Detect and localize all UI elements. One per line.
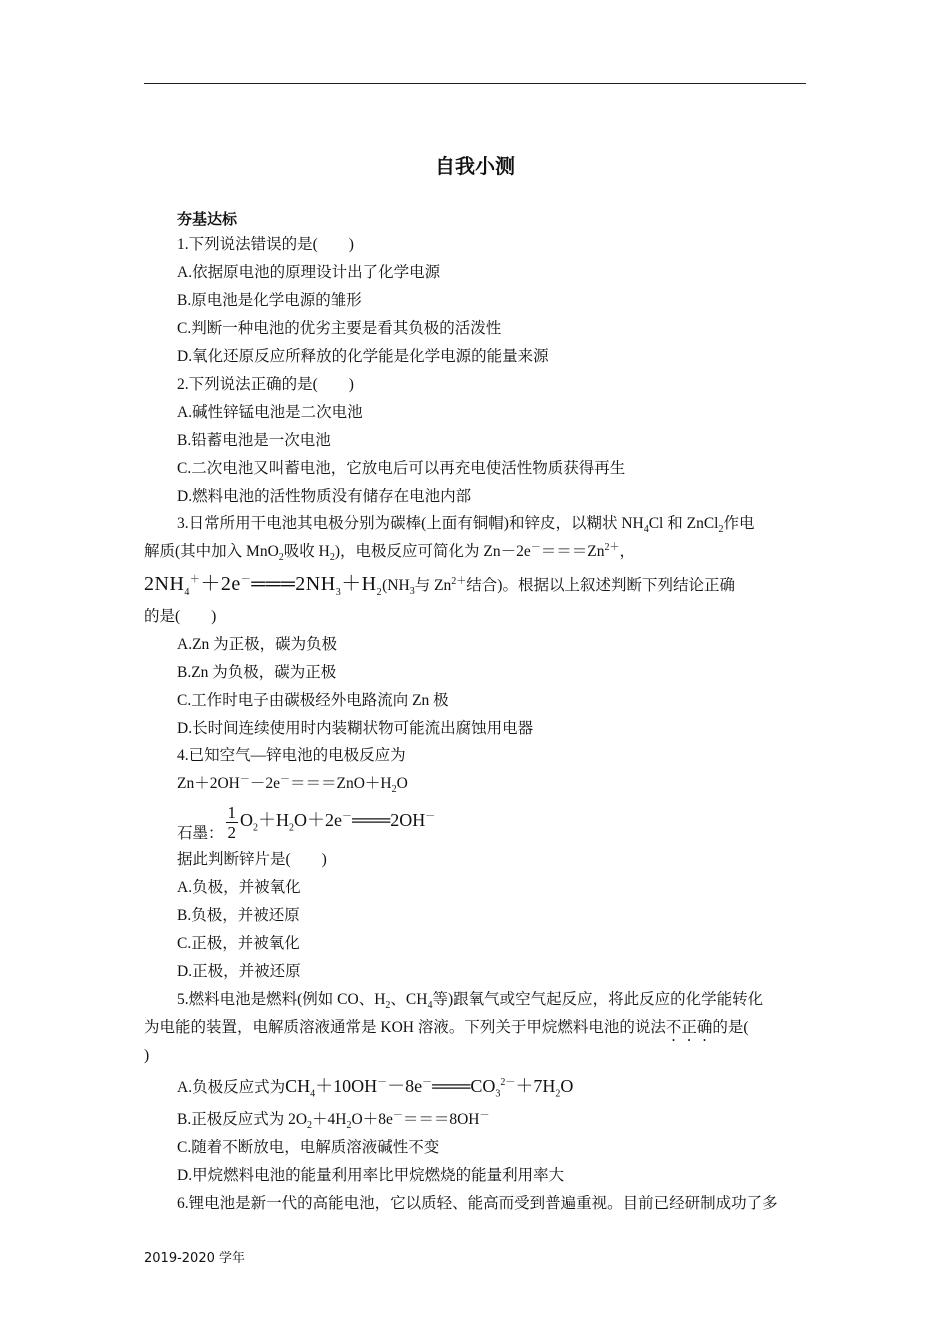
q5-line-1: 5.燃料电池是燃料(例如 CO、$H_2$、$CH_4$等)跟氧气或空气起反应，将此反应的化学能转化 (177, 991, 764, 1012)
q2-option-d: D.燃料电池的活性物质没有储存在电池内部 (177, 488, 472, 505)
q4-option-c: C.正极，并被氧化 (177, 935, 300, 952)
q4-option-d: D.正极，并被还原 (177, 963, 301, 980)
q5-line-2: 为电能的装置，电解质溶液通常是 KOH 溶液。下列关于甲烷燃料电池的说法不正确的是( (144, 1019, 749, 1036)
q4-stem: 4.已知空气—锌电池的电极反应为 (177, 747, 406, 764)
q1-option-d: D.氧化还原反应所释放的化学能是化学电源的能量来源 (177, 348, 549, 365)
q4-ask: 据此判断锌片是( ) (177, 851, 327, 868)
q3-option-b: B.Zn 为负极，碳为正极 (177, 664, 337, 681)
q3-line-3: $2NH_4^++2e^-═══2NH_3+H_2(NH_3$与 $Zn^{2+}$结合)。根据以上叙述判断下列结论正确 (144, 573, 735, 598)
q4-equation-1: $Zn+2OH^--2e^-===ZnO+H_2O$ (177, 773, 408, 796)
header-rule (144, 83, 806, 84)
section-heading: 夯基达标 (177, 210, 238, 228)
q2-stem: 2.下列说法正确的是( ) (177, 376, 354, 393)
q3-option-d: D.长时间连续使用时内装糊状物可能流出腐蚀用电器 (177, 720, 534, 737)
q4-equation-2: 石墨： $\frac{1}{2}$ $O_2+H_2O+2e^-═══2OH^-$ (177, 802, 436, 842)
q1-stem: 1.下列说法错误的是( ) (177, 236, 354, 253)
fraction-one-half: $\frac{1}{2}$ (227, 802, 237, 842)
q5-option-d: D.甲烷燃料电池的能量利用率比甲烷燃烧的能量利用率大 (177, 1167, 565, 1184)
q6-line-1: 6.锂电池是新一代的高能电池，它以质轻、能高而受到普遍重视。目前已经研制成功了多 (177, 1195, 778, 1212)
q2-option-c: C.二次电池又叫蓄电池，它放电后可以再充电使活性物质获得再生 (177, 460, 626, 477)
q3-line-4: 的是( ) (144, 608, 217, 625)
q5-option-a: A.负极反应式为$CH_4+10OH^--8e^-═══CO_3^{2-}+7H_2O$ (177, 1076, 574, 1100)
emphasis-not-correct: 不正确 (665, 1019, 713, 1036)
q1-option-b: B.原电池是化学电源的雏形 (177, 292, 362, 309)
q5-line-3: ) (144, 1047, 150, 1064)
page-title: 自我小测 (435, 154, 515, 178)
q5-option-c: C.随着不断放电，电解质溶液碱性不变 (177, 1139, 440, 1156)
q3-line-1: 3.日常所用干电池其电极分别为碳棒(上面有铜帽)和锌皮，以糊状 $NH_4Cl$ 和 ZnCl$_2$作电 (177, 515, 755, 536)
q3-equation: $2NH_4^++2e^-═══2NH_3+H_2$ (144, 573, 383, 598)
q2-option-b: B.铅蓄电池是一次电池 (177, 432, 331, 449)
q3-option-c: C.工作时电子由碳极经外电路流向 Zn 极 (177, 692, 449, 709)
q1-option-c: C.判断一种电池的优劣主要是看其负极的活泼性 (177, 320, 502, 337)
q4-option-a: A.负极，并被氧化 (177, 879, 301, 896)
q2-option-a: A.碱性锌锰电池是二次电池 (177, 404, 363, 421)
q3-line-2: 解质(其中加入 MnO$_2$吸收 $H_2$)，电极反应可简化为 $Zn-2e^-===Zn^{2+}$， (144, 541, 635, 564)
q5-option-b: B.正极反应式为 $2O_2+4H_2O+8e^-===8OH^-$ (177, 1109, 490, 1132)
q4-option-b: B.负极，并被还原 (177, 907, 300, 924)
q1-option-a: A.依据原电池的原理设计出了化学电源 (177, 264, 441, 281)
q3-option-a: A.Zn 为正极，碳为负极 (177, 636, 338, 653)
footer-year: 2019-2020 学年 (144, 1251, 245, 1266)
